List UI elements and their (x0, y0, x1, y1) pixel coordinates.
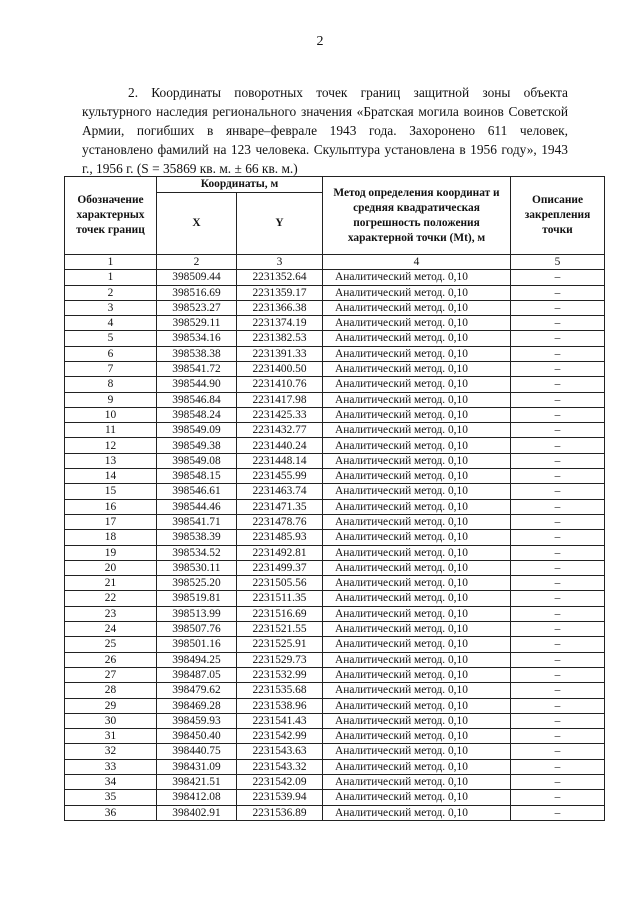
method-cell: Аналитический метод. 0,10 (323, 805, 511, 820)
x-coordinate-cell: 398541.72 (157, 361, 237, 376)
x-coordinate-cell: 398534.16 (157, 331, 237, 346)
x-coordinate-cell: 398519.81 (157, 591, 237, 606)
point-number-cell: 28 (65, 683, 157, 698)
table-row (65, 667, 605, 682)
y-coordinate-cell: 2231525.91 (237, 637, 323, 652)
table-row (65, 361, 605, 376)
table-row (65, 300, 605, 315)
method-cell: Аналитический метод. 0,10 (323, 423, 511, 438)
point-number-cell: 8 (65, 377, 157, 392)
point-number-cell: 27 (65, 667, 157, 682)
table-row (65, 560, 605, 575)
point-number-cell: 33 (65, 759, 157, 774)
y-coordinate-cell: 2231492.81 (237, 545, 323, 560)
table-row (65, 576, 605, 591)
table-row (65, 530, 605, 545)
table-row (65, 469, 605, 484)
x-coordinate-cell: 398541.71 (157, 514, 237, 529)
y-coordinate-cell: 2231532.99 (237, 667, 323, 682)
table-row (65, 729, 605, 744)
description-cell: – (511, 331, 605, 346)
table-body (65, 270, 605, 821)
description-cell: – (511, 790, 605, 805)
x-coordinate-cell: 398421.51 (157, 775, 237, 790)
y-coordinate-cell: 2231410.76 (237, 377, 323, 392)
x-coordinate-cell: 398513.99 (157, 606, 237, 621)
y-coordinate-cell: 2231374.19 (237, 316, 323, 331)
x-coordinate-cell: 398440.75 (157, 744, 237, 759)
table-row (65, 637, 605, 652)
method-cell: Аналитический метод. 0,10 (323, 576, 511, 591)
x-coordinate-cell: 398529.11 (157, 316, 237, 331)
method-cell: Аналитический метод. 0,10 (323, 667, 511, 682)
point-number-cell: 31 (65, 729, 157, 744)
method-cell: Аналитический метод. 0,10 (323, 392, 511, 407)
y-coordinate-cell: 2231542.99 (237, 729, 323, 744)
method-cell: Аналитический метод. 0,10 (323, 270, 511, 285)
x-coordinate-cell: 398544.90 (157, 377, 237, 392)
description-cell: – (511, 805, 605, 820)
x-coordinate-cell: 398516.69 (157, 285, 237, 300)
method-cell: Аналитический метод. 0,10 (323, 316, 511, 331)
description-cell: – (511, 545, 605, 560)
description-cell: – (511, 622, 605, 637)
column-number: 3 (237, 255, 323, 270)
point-number-cell: 11 (65, 423, 157, 438)
method-cell: Аналитический метод. 0,10 (323, 438, 511, 453)
method-cell: Аналитический метод. 0,10 (323, 683, 511, 698)
coordinates-table (64, 176, 605, 821)
column-number-row (65, 255, 605, 270)
description-cell: – (511, 453, 605, 468)
point-number-cell: 1 (65, 270, 157, 285)
y-coordinate-cell: 2231455.99 (237, 469, 323, 484)
x-coordinate-cell: 398509.44 (157, 270, 237, 285)
table-row (65, 759, 605, 774)
table-row (65, 423, 605, 438)
x-coordinate-cell: 398548.15 (157, 469, 237, 484)
method-cell: Аналитический метод. 0,10 (323, 300, 511, 315)
point-number-cell: 15 (65, 484, 157, 499)
y-coordinate-cell: 2231417.98 (237, 392, 323, 407)
table-row (65, 377, 605, 392)
x-coordinate-cell: 398534.52 (157, 545, 237, 560)
point-number-cell: 35 (65, 790, 157, 805)
table-row (65, 683, 605, 698)
description-cell: – (511, 637, 605, 652)
point-number-cell: 13 (65, 453, 157, 468)
table-row (65, 499, 605, 514)
column-number: 5 (511, 255, 605, 270)
method-cell: Аналитический метод. 0,10 (323, 469, 511, 484)
method-cell: Аналитический метод. 0,10 (323, 606, 511, 621)
y-coordinate-cell: 2231478.76 (237, 514, 323, 529)
method-cell: Аналитический метод. 0,10 (323, 361, 511, 376)
y-coordinate-cell: 2231448.14 (237, 453, 323, 468)
table-row (65, 805, 605, 820)
x-coordinate-cell: 398402.91 (157, 805, 237, 820)
table-row (65, 316, 605, 331)
table-row (65, 270, 605, 285)
table-row (65, 392, 605, 407)
x-coordinate-cell: 398412.08 (157, 790, 237, 805)
method-cell: Аналитический метод. 0,10 (323, 285, 511, 300)
intro-paragraph: 2. Координаты поворотных точек границ защитной зоны объекта культурного наследия регионального значения «Братская могила воинов Советской Армии, погибших в январе–феврале 1943 года. Захоронено 611 человек, установлено фамилий на 123 человека. Скульптура установлена в 1956 году», 1943 г., 1956 г. (S = 35869 кв. м. ± 66 кв. м.) (82, 85, 568, 177)
x-coordinate-cell: 398549.09 (157, 423, 237, 438)
y-coordinate-cell: 2231516.69 (237, 606, 323, 621)
point-number-cell: 24 (65, 622, 157, 637)
method-cell: Аналитический метод. 0,10 (323, 499, 511, 514)
point-number-cell: 12 (65, 438, 157, 453)
y-coordinate-cell: 2231505.56 (237, 576, 323, 591)
point-number-cell: 20 (65, 560, 157, 575)
description-cell: – (511, 514, 605, 529)
header-coordinates: Координаты, м (157, 177, 323, 193)
point-number-cell: 3 (65, 300, 157, 315)
method-cell: Аналитический метод. 0,10 (323, 759, 511, 774)
header-point-designation: Обозначение характерных точек границ (65, 177, 157, 255)
y-coordinate-cell: 2231432.77 (237, 423, 323, 438)
description-cell: – (511, 346, 605, 361)
description-cell: – (511, 713, 605, 728)
table-row (65, 790, 605, 805)
point-number-cell: 25 (65, 637, 157, 652)
description-cell: – (511, 667, 605, 682)
description-cell: – (511, 775, 605, 790)
method-cell: Аналитический метод. 0,10 (323, 637, 511, 652)
table-row (65, 698, 605, 713)
x-coordinate-cell: 398507.76 (157, 622, 237, 637)
point-number-cell: 18 (65, 530, 157, 545)
x-coordinate-cell: 398479.62 (157, 683, 237, 698)
method-cell: Аналитический метод. 0,10 (323, 530, 511, 545)
description-cell: – (511, 285, 605, 300)
x-coordinate-cell: 398487.05 (157, 667, 237, 682)
description-cell: – (511, 316, 605, 331)
method-cell: Аналитический метод. 0,10 (323, 652, 511, 667)
point-number-cell: 23 (65, 606, 157, 621)
y-coordinate-cell: 2231542.09 (237, 775, 323, 790)
x-coordinate-cell: 398450.40 (157, 729, 237, 744)
y-coordinate-cell: 2231543.63 (237, 744, 323, 759)
description-cell: – (511, 300, 605, 315)
column-number: 4 (323, 255, 511, 270)
table-row (65, 407, 605, 422)
table-row (65, 622, 605, 637)
y-coordinate-cell: 2231366.38 (237, 300, 323, 315)
table-row (65, 713, 605, 728)
point-number-cell: 29 (65, 698, 157, 713)
point-number-cell: 30 (65, 713, 157, 728)
description-cell: – (511, 560, 605, 575)
point-number-cell: 32 (65, 744, 157, 759)
method-cell: Аналитический метод. 0,10 (323, 407, 511, 422)
method-cell: Аналитический метод. 0,10 (323, 514, 511, 529)
point-number-cell: 17 (65, 514, 157, 529)
table-row (65, 514, 605, 529)
y-coordinate-cell: 2231352.64 (237, 270, 323, 285)
point-number-cell: 6 (65, 346, 157, 361)
point-number-cell: 16 (65, 499, 157, 514)
description-cell: – (511, 423, 605, 438)
y-coordinate-cell: 2231538.96 (237, 698, 323, 713)
description-cell: – (511, 683, 605, 698)
description-cell: – (511, 744, 605, 759)
y-coordinate-cell: 2231425.33 (237, 407, 323, 422)
x-coordinate-cell: 398546.61 (157, 484, 237, 499)
method-cell: Аналитический метод. 0,10 (323, 790, 511, 805)
header-x: X (157, 193, 237, 255)
table-row (65, 744, 605, 759)
y-coordinate-cell: 2231463.74 (237, 484, 323, 499)
description-cell: – (511, 407, 605, 422)
y-coordinate-cell: 2231541.43 (237, 713, 323, 728)
table-row (65, 606, 605, 621)
x-coordinate-cell: 398525.20 (157, 576, 237, 591)
x-coordinate-cell: 398546.84 (157, 392, 237, 407)
point-number-cell: 5 (65, 331, 157, 346)
description-cell: – (511, 652, 605, 667)
description-cell: – (511, 361, 605, 376)
y-coordinate-cell: 2231535.68 (237, 683, 323, 698)
point-number-cell: 4 (65, 316, 157, 331)
table-row (65, 346, 605, 361)
point-number-cell: 14 (65, 469, 157, 484)
y-coordinate-cell: 2231400.50 (237, 361, 323, 376)
method-cell: Аналитический метод. 0,10 (323, 453, 511, 468)
table-row (65, 331, 605, 346)
point-number-cell: 34 (65, 775, 157, 790)
method-cell: Аналитический метод. 0,10 (323, 331, 511, 346)
point-number-cell: 22 (65, 591, 157, 606)
header-y: Y (237, 193, 323, 255)
column-number: 1 (65, 255, 157, 270)
method-cell: Аналитический метод. 0,10 (323, 744, 511, 759)
x-coordinate-cell: 398469.28 (157, 698, 237, 713)
y-coordinate-cell: 2231536.89 (237, 805, 323, 820)
point-number-cell: 36 (65, 805, 157, 820)
x-coordinate-cell: 398549.08 (157, 453, 237, 468)
y-coordinate-cell: 2231391.33 (237, 346, 323, 361)
description-cell: – (511, 469, 605, 484)
description-cell: – (511, 392, 605, 407)
x-coordinate-cell: 398494.25 (157, 652, 237, 667)
table-row (65, 652, 605, 667)
point-number-cell: 10 (65, 407, 157, 422)
table-row (65, 591, 605, 606)
x-coordinate-cell: 398523.27 (157, 300, 237, 315)
column-number: 2 (157, 255, 237, 270)
point-number-cell: 19 (65, 545, 157, 560)
table-row (65, 484, 605, 499)
description-cell: – (511, 499, 605, 514)
method-cell: Аналитический метод. 0,10 (323, 560, 511, 575)
method-cell: Аналитический метод. 0,10 (323, 729, 511, 744)
method-cell: Аналитический метод. 0,10 (323, 346, 511, 361)
description-cell: – (511, 270, 605, 285)
y-coordinate-cell: 2231471.35 (237, 499, 323, 514)
x-coordinate-cell: 398459.93 (157, 713, 237, 728)
description-cell: – (511, 698, 605, 713)
description-cell: – (511, 759, 605, 774)
page-number: 2 (316, 34, 324, 49)
description-cell: – (511, 438, 605, 453)
table-row (65, 285, 605, 300)
table-row (65, 453, 605, 468)
description-cell: – (511, 484, 605, 499)
point-number-cell: 2 (65, 285, 157, 300)
y-coordinate-cell: 2231521.55 (237, 622, 323, 637)
x-coordinate-cell: 398544.46 (157, 499, 237, 514)
table-row (65, 545, 605, 560)
point-number-cell: 7 (65, 361, 157, 376)
y-coordinate-cell: 2231539.94 (237, 790, 323, 805)
header-description: Описание закрепления точки (511, 177, 605, 255)
y-coordinate-cell: 2231382.53 (237, 331, 323, 346)
y-coordinate-cell: 2231359.17 (237, 285, 323, 300)
table-row (65, 438, 605, 453)
y-coordinate-cell: 2231543.32 (237, 759, 323, 774)
description-cell: – (511, 576, 605, 591)
method-cell: Аналитический метод. 0,10 (323, 775, 511, 790)
description-cell: – (511, 606, 605, 621)
x-coordinate-cell: 398501.16 (157, 637, 237, 652)
x-coordinate-cell: 398548.24 (157, 407, 237, 422)
x-coordinate-cell: 398538.38 (157, 346, 237, 361)
method-cell: Аналитический метод. 0,10 (323, 545, 511, 560)
y-coordinate-cell: 2231440.24 (237, 438, 323, 453)
point-number-cell: 9 (65, 392, 157, 407)
y-coordinate-cell: 2231511.35 (237, 591, 323, 606)
method-cell: Аналитический метод. 0,10 (323, 377, 511, 392)
x-coordinate-cell: 398549.38 (157, 438, 237, 453)
method-cell: Аналитический метод. 0,10 (323, 484, 511, 499)
description-cell: – (511, 591, 605, 606)
y-coordinate-cell: 2231529.73 (237, 652, 323, 667)
x-coordinate-cell: 398538.39 (157, 530, 237, 545)
x-coordinate-cell: 398530.11 (157, 560, 237, 575)
method-cell: Аналитический метод. 0,10 (323, 591, 511, 606)
y-coordinate-cell: 2231499.37 (237, 560, 323, 575)
method-cell: Аналитический метод. 0,10 (323, 622, 511, 637)
method-cell: Аналитический метод. 0,10 (323, 698, 511, 713)
description-cell: – (511, 729, 605, 744)
method-cell: Аналитический метод. 0,10 (323, 713, 511, 728)
header-method: Метод определения координат и средняя квадратическая погрешность положения характерной точки (Mt), м (323, 177, 511, 255)
y-coordinate-cell: 2231485.93 (237, 530, 323, 545)
description-cell: – (511, 530, 605, 545)
description-cell: – (511, 377, 605, 392)
x-coordinate-cell: 398431.09 (157, 759, 237, 774)
point-number-cell: 21 (65, 576, 157, 591)
table-row (65, 775, 605, 790)
point-number-cell: 26 (65, 652, 157, 667)
